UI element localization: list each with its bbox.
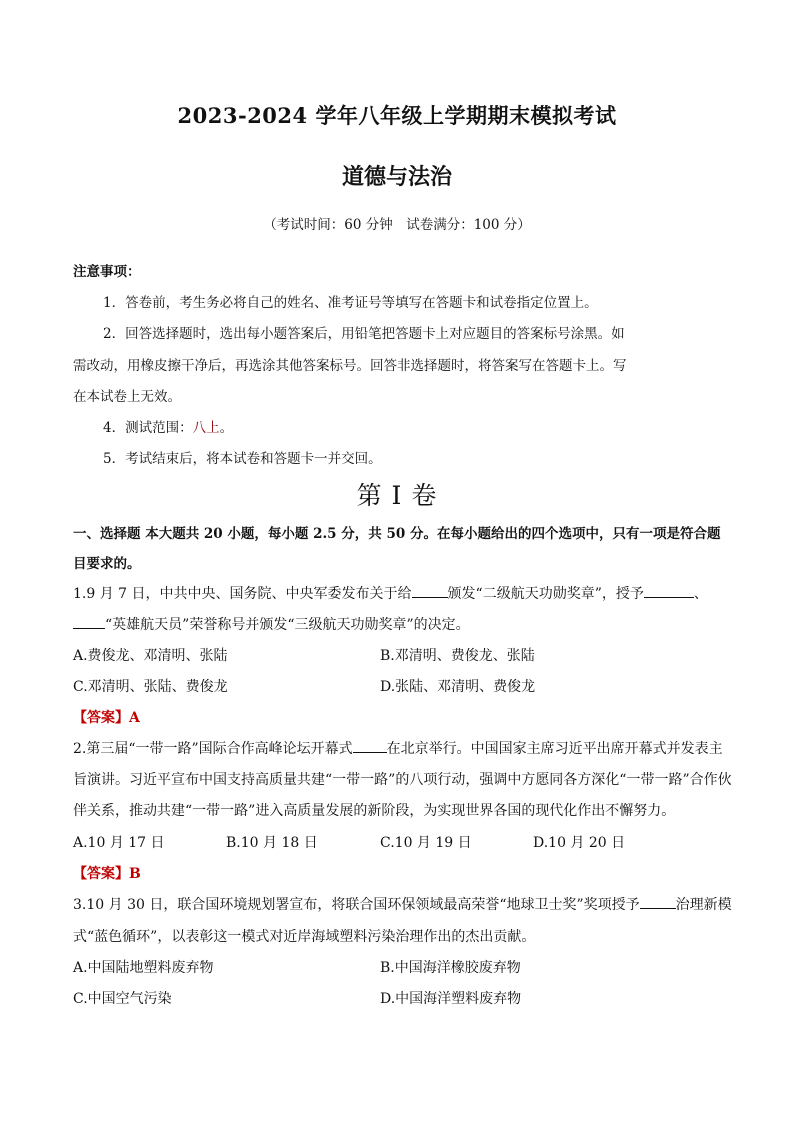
question-1-line-2: [73, 614, 470, 634]
note-item-2-line-3: 在本试卷上无效。: [73, 389, 181, 405]
question-3-option-b: B.中国海洋橡胶废弃物: [380, 960, 521, 976]
question-2-text-b: 在北京举行。中国国家主席习近平出席开幕式并发表主: [386, 741, 723, 757]
note-item-1: 1．答卷前，考生务必将自己的姓名、准考证号等填写在答题卡和试卷指定位置上。: [103, 295, 598, 311]
question-2-line-2: 旨演讲。习近平宣布中国支持高质量共建“一带一路”的八项行动，强调中方愿同各方深化“一带一路”合作伙: [73, 772, 732, 788]
question-2-answer: 【答案】B: [73, 866, 141, 882]
part-title: 第 I 卷: [356, 481, 438, 510]
question-3-option-a: A.中国陆地塑料废弃物: [73, 960, 214, 976]
answer-blank: [412, 585, 448, 598]
answer-blank: [640, 896, 676, 909]
question-1-option-a: A.费俊龙、邓清明、张陆: [73, 648, 228, 664]
question-1-line-1: [73, 583, 708, 603]
question-1-option-c: C.邓清明、张陆、费俊龙: [73, 679, 228, 695]
exam-title: 2023-2024 学年八年级上学期期末模拟考试: [177, 103, 617, 128]
note-item-4-prefix: 4．测试范围：: [103, 420, 193, 436]
question-3-line-1: [73, 894, 732, 914]
section-instructions-line-2: 目要求的。: [73, 556, 141, 572]
question-3-line-2: 式“蓝色循环”，以表彰这一模式对近岸海域塑料污染治理作出的杰出贡献。: [73, 929, 536, 945]
answer-blank: [353, 740, 387, 753]
question-2-option-c: C.10 月 19 日: [380, 835, 472, 851]
question-1-option-b: B.邓清明、费俊龙、张陆: [380, 648, 535, 664]
exam-subject: 道德与法治: [341, 164, 452, 190]
note-item-4: [103, 416, 233, 436]
question-2-option-d: D.10 月 20 日: [533, 835, 626, 851]
note-item-2-line-1: 2．回答选择题时，选出每小题答案后，用铅笔把答题卡上对应题目的答案标号涂黑。如: [103, 326, 625, 342]
question-2-option-b: B.10 月 18 日: [226, 835, 318, 851]
question-2-text-a: 2.第三届“一带一路”国际合作高峰论坛开幕式: [73, 741, 353, 757]
question-2-line-3: 伴关系，推动共建“一带一路”进入高质量发展的新阶段，为实现世界各国的现代化作出不懈努力。: [73, 803, 676, 819]
question-3-text-a: 3.10 月 30 日，联合国环境规划署宣布，将联合国环保领域最高荣誉“地球卫士奖”奖项授予: [73, 897, 640, 913]
question-2-option-a: A.10 月 17 日: [73, 835, 165, 851]
note-item-4-suffix: 。: [219, 420, 234, 436]
question-3-text-b: 治理新模: [675, 897, 732, 913]
question-1-text-b: 颁发“二级航天功勋奖章”，授予: [447, 586, 644, 602]
question-3-option-c: C.中国空气污染: [73, 991, 172, 1007]
exam-info: （考试时间：60 分钟 试卷满分：100 分）: [263, 217, 531, 233]
question-1-text-d: “英雄航天员”荣誉称号并颁发“三级航天功勋奖章”的决定。: [105, 617, 470, 633]
answer-blank: [644, 585, 694, 598]
question-2-line-1: [73, 738, 723, 758]
note-item-2-line-2: 需改动，用橡皮擦干净后，再选涂其他答案标号。回答非选择题时，将答案写在答题卡上。写: [73, 358, 627, 374]
question-3-option-d: D.中国海洋塑料废弃物: [380, 991, 522, 1007]
notes-heading: 注意事项：: [73, 264, 141, 280]
question-1-text-c: 、: [693, 586, 708, 602]
question-1-option-d: D.张陆、邓清明、费俊龙: [380, 679, 536, 695]
test-range: 八上: [192, 420, 220, 436]
answer-blank: [73, 616, 105, 629]
question-1-text-a: 1.9 月 7 日，中共中央、国务院、中央军委发布关于给: [73, 586, 412, 602]
section-instructions-line-1: 一、选择题 本大题共 20 小题，每小题 2.5 分，共 50 分。在每小题给出的四个选项中，只有一项是符合题: [73, 526, 721, 542]
note-item-5: 5．考试结束后，将本试卷和答题卡一并交回。: [103, 451, 382, 467]
question-1-answer: 【答案】A: [73, 710, 140, 726]
